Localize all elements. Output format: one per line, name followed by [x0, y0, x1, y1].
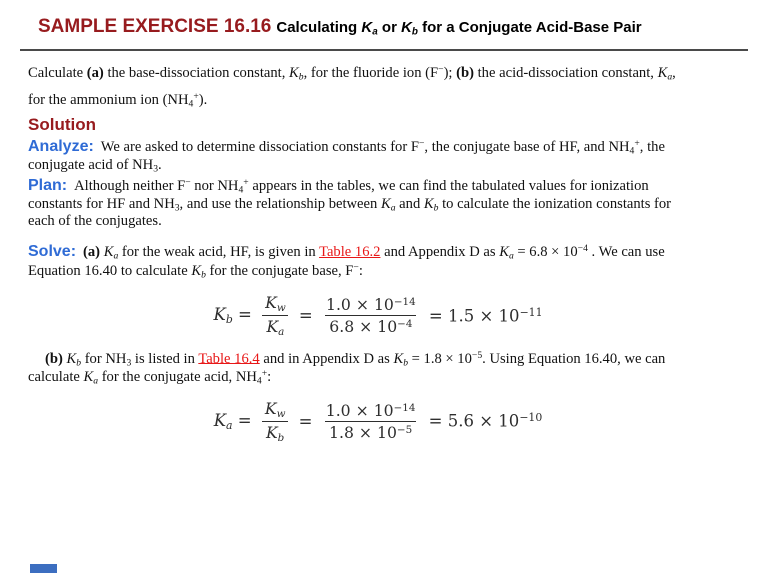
text-segment: +: [634, 138, 640, 150]
equation-term: [214, 411, 257, 432]
text-segment: ,: [672, 65, 676, 81]
text-segment: +: [243, 176, 249, 188]
problem-statement: [28, 60, 768, 114]
text-segment: K: [213, 304, 226, 324]
text-segment: =: [293, 305, 318, 325]
text-segment: w: [276, 301, 286, 314]
text-segment: :: [267, 369, 272, 386]
text-segment: K: [423, 195, 434, 212]
text-segment: b: [411, 26, 418, 38]
text-segment: =: [293, 411, 318, 431]
text-segment: +: [193, 91, 199, 103]
analyze-section: [28, 138, 768, 175]
fraction: [261, 399, 290, 444]
equation-term: [424, 306, 543, 325]
text-segment: the base-dissociation constant,: [103, 65, 290, 81]
text-segment: (b): [456, 65, 474, 81]
text-segment: and in Appendix D as: [259, 350, 394, 367]
text-segment: −5: [396, 423, 413, 436]
fraction-numerator: [322, 401, 420, 421]
part-b-section: [28, 350, 768, 387]
solve-label: Solve:: [28, 243, 77, 261]
text-segment: −: [185, 176, 191, 188]
text-segment: Calculate: [28, 65, 87, 81]
fraction-numerator: [261, 399, 290, 421]
text-segment: −4: [577, 243, 588, 255]
fraction-numerator: [322, 295, 420, 315]
text-segment: b: [225, 312, 233, 326]
text-segment: We are asked to determine dissociation constants for F: [100, 138, 419, 155]
text-segment: a: [508, 251, 514, 263]
equation-term: [213, 305, 257, 326]
text-segment: 6.8 × 10: [329, 316, 398, 336]
text-segment: 1.0 × 10: [325, 294, 394, 314]
text-segment: −: [353, 262, 359, 274]
text-segment: b: [76, 356, 82, 368]
table-link[interactable]: Table 16.2: [319, 244, 381, 261]
text-segment: a: [278, 325, 285, 338]
text-segment: −10: [519, 411, 543, 425]
text-segment: nor NH: [190, 177, 239, 194]
text-segment: = 5.6 × 10: [423, 411, 520, 431]
text-segment: 3: [174, 202, 180, 214]
text-segment: K: [289, 65, 299, 81]
text-segment: = 1.8 × 10: [408, 350, 472, 367]
text-segment: for NH: [81, 350, 127, 367]
text-segment: K: [265, 422, 278, 442]
text-segment: −14: [393, 295, 416, 308]
text-segment: a: [93, 375, 99, 387]
text-segment: b: [277, 431, 285, 444]
plan-section: [28, 177, 768, 231]
text-segment: 3: [153, 163, 159, 175]
text-segment: Calculating: [276, 19, 362, 36]
exercise-subtitle: [276, 19, 641, 36]
text-segment: a: [667, 71, 673, 83]
text-segment: for a Conjugate Acid-Base Pair: [417, 19, 642, 36]
text-segment: . Using Equation 16.40, we can: [482, 350, 666, 367]
solution-heading: Solution: [28, 114, 96, 134]
text-segment: and: [395, 195, 424, 212]
text-segment: = 1.5 × 10: [423, 306, 520, 325]
exercise-number-title: SAMPLE EXERCISE 16.16: [38, 16, 272, 37]
text-segment: K: [266, 316, 279, 336]
text-segment: );: [443, 65, 457, 81]
table-link[interactable]: Table 16.4: [198, 350, 260, 367]
analyze-text: [28, 139, 665, 173]
fraction-denominator: [262, 315, 288, 338]
equation-term: [423, 411, 542, 430]
text-segment: K: [83, 369, 94, 386]
text-segment: , for the fluoride ion (F: [303, 65, 439, 81]
text-segment: −5: [471, 349, 483, 361]
text-segment: w: [276, 407, 286, 420]
text-segment: ).: [198, 91, 208, 108]
analyze-label: Analyze:: [28, 137, 94, 155]
text-segment: (a): [83, 244, 101, 261]
text-segment: −: [438, 64, 444, 76]
plan-text: [28, 178, 671, 230]
text-segment: , the conjugate base of HF, and NH: [424, 138, 630, 155]
text-segment: conjugate acid of NH: [28, 156, 154, 173]
text-segment: the acid-dissociation constant,: [473, 65, 658, 81]
text-segment: a: [226, 418, 233, 432]
text-segment: 4: [256, 375, 262, 387]
text-segment: appears in the tables, we can find the tabulated values for ionization: [248, 177, 649, 194]
text-segment: each of the conjugates.: [28, 213, 162, 230]
plan-label: Plan:: [28, 176, 68, 194]
text-segment: K: [401, 19, 412, 36]
text-segment: +: [261, 368, 268, 380]
text-segment: to calculate the ionization constants for: [438, 195, 672, 212]
text-segment: b: [403, 356, 409, 368]
text-segment: K: [213, 410, 227, 430]
text-segment: is listed in: [131, 350, 199, 367]
text-segment: :: [358, 263, 363, 280]
header: [38, 16, 768, 38]
text-segment: for the ammonium ion (NH: [28, 91, 189, 108]
text-segment: K: [361, 19, 373, 36]
text-segment: for the weak acid, HF, is given in: [118, 244, 320, 261]
text-segment: a: [113, 251, 119, 263]
text-segment: 4: [629, 145, 635, 157]
equation-term: [293, 412, 317, 431]
fraction-denominator: [325, 421, 416, 442]
text-segment: constants for HF and NH: [28, 195, 175, 212]
equation-term: [294, 306, 318, 325]
text-segment: −4: [397, 317, 413, 330]
text-segment: 4: [238, 184, 244, 196]
text-segment: −14: [393, 401, 416, 414]
text-segment: Equation 16.40 to calculate: [28, 263, 192, 280]
text-segment: 1.0 × 10: [325, 400, 394, 420]
text-segment: K: [499, 244, 509, 261]
fraction: [322, 295, 420, 336]
text-segment: K: [191, 263, 202, 280]
text-segment: b: [298, 71, 304, 83]
fraction-numerator: [261, 293, 290, 315]
text-segment: a: [390, 202, 396, 214]
text-segment: K: [393, 350, 404, 367]
text-segment: Although neither F: [74, 177, 186, 194]
text-segment: .: [158, 156, 162, 173]
text-segment: −: [418, 138, 425, 150]
text-segment: K: [265, 293, 277, 312]
text-segment: calculate: [28, 369, 84, 386]
header-divider: [20, 49, 748, 51]
text-segment: K: [657, 65, 668, 81]
fraction: [261, 293, 290, 338]
text-segment: K: [66, 350, 77, 367]
text-segment: and Appendix D as: [380, 244, 500, 261]
text-segment: . We can use: [587, 244, 665, 261]
text-segment: =: [232, 410, 257, 430]
solve-text: [28, 244, 665, 279]
equation-ka: [28, 399, 728, 444]
text-segment: =: [232, 304, 258, 324]
text-segment: −11: [519, 305, 543, 319]
fraction-denominator: [325, 315, 416, 336]
text-segment: K: [380, 195, 391, 212]
equation-kb: [28, 293, 728, 338]
text-segment: for the conjugate base, F: [205, 263, 354, 280]
text-segment: , and use the relationship between: [179, 195, 381, 212]
text-segment: = 6.8 × 10: [513, 244, 578, 261]
text-segment: 3: [126, 356, 132, 368]
text-segment: b: [201, 269, 206, 281]
solve-section: [28, 243, 768, 281]
fraction: [322, 401, 420, 442]
text-segment: (a): [86, 65, 104, 81]
text-segment: , the: [639, 138, 665, 155]
text-segment: or: [377, 19, 402, 36]
text-segment: 4: [188, 98, 194, 110]
text-segment: K: [103, 244, 114, 261]
text-segment: K: [264, 398, 277, 418]
text-segment: a: [372, 26, 378, 38]
text-segment: for the conjugate acid, NH: [98, 369, 257, 386]
text-segment: 1.8 × 10: [329, 422, 397, 442]
text-segment: (b): [45, 350, 63, 367]
bottom-blue-bar: [30, 564, 57, 573]
text-segment: b: [433, 202, 439, 214]
fraction-denominator: [262, 421, 288, 444]
